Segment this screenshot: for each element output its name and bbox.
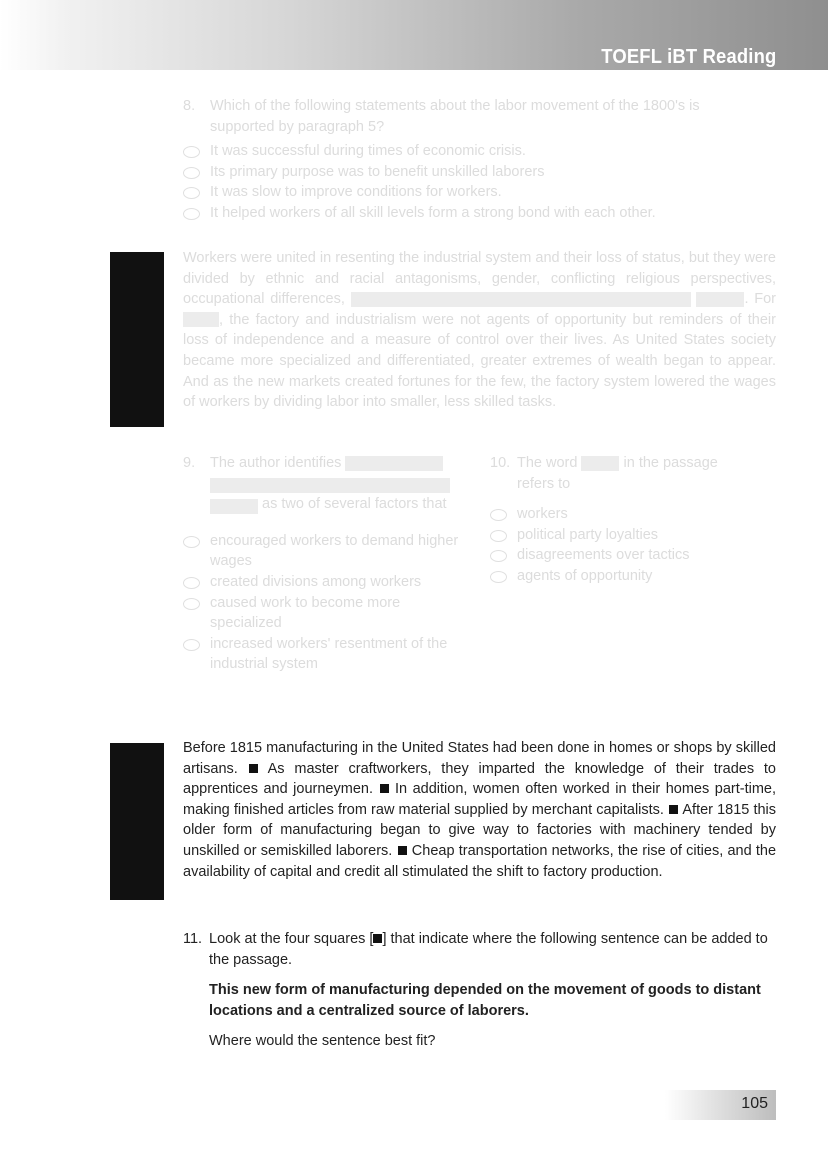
insert-square-icon[interactable] (249, 764, 258, 773)
page-number-bar (665, 1090, 776, 1120)
highlight-box (210, 499, 258, 514)
option-label: caused work to become more specialized (210, 594, 401, 632)
question-9-number: 9. (183, 455, 196, 471)
insert-square-icon[interactable] (669, 805, 678, 814)
question-10-stem (517, 453, 750, 494)
question-10-option[interactable] (490, 566, 750, 587)
option-label: It was successful during times of economic crisis. (210, 143, 526, 160)
passage-b-sentence-4: Cheap transportation networks, the rise of cities, and the availability of capital and credit all stimulated the shift to factory production. (183, 842, 777, 880)
question-11-stem-start: Look at the four squares [ (209, 931, 374, 947)
passage-a-text-2: . For (744, 291, 777, 308)
question-9-option[interactable] (183, 531, 473, 572)
question-10-stem-start: The word (517, 455, 578, 471)
radio-icon[interactable] (490, 550, 507, 562)
option-label: encouraged workers to demand higher wages (210, 532, 459, 570)
radio-icon[interactable] (490, 571, 507, 583)
passage-b-sentence-0: Before 1815 manufacturing in the United States had been done in homes or shops by skilled artisans. (183, 740, 776, 777)
passage-a-text-3: , the factory and industrialism were not agents of opportunity but reminders of their loss of independence and a measure of control over their lives. As United States society became more specialized and differentiated, greater extremes of wealth began to appear. And as the new markets created fortunes for the few, the factory system lowered the wages of workers by dividing labor into smaller, less skilled tasks. (183, 311, 776, 411)
highlight-box (351, 292, 691, 307)
header-bar (0, 0, 828, 70)
radio-icon[interactable] (183, 208, 200, 220)
question-8-stem: Which of the following statements about the labor movement of the 1800's is supported by paragraph 5? (210, 98, 700, 135)
question-11-stem-end: ] that indicate where the following sentence can be added to the passage. (209, 931, 768, 968)
highlight-box (581, 456, 619, 471)
radio-icon[interactable] (183, 167, 200, 179)
question-11 (183, 929, 783, 1052)
question-10-option[interactable] (490, 504, 750, 525)
question-9 (183, 453, 473, 675)
question-8-number: 8. (183, 98, 196, 114)
option-label: Its primary purpose was to benefit unskilled laborers (210, 163, 545, 180)
question-10-stem-end: in the passage refers to (517, 455, 718, 492)
question-10-option[interactable] (490, 545, 750, 566)
paragraph-marker-block (110, 252, 164, 427)
question-10 (490, 453, 750, 587)
option-label: workers (517, 506, 568, 523)
radio-icon[interactable] (183, 598, 200, 610)
question-9-stem-start: The author identifies (210, 455, 342, 471)
question-8-option[interactable] (183, 162, 763, 183)
highlight-box (183, 312, 219, 327)
question-9-option[interactable] (183, 634, 473, 675)
header-title: TOEFL iBT Reading (600, 46, 776, 68)
passage-b-sentence-3: After 1815 this older form of manufacturing began to give way to factories with machinery tended by unskilled or semiskilled laborers. (183, 801, 777, 859)
option-label: agents of opportunity (517, 567, 653, 584)
passage-paragraph-b (183, 738, 776, 882)
insert-square-icon[interactable] (380, 784, 389, 793)
question-8-option[interactable] (183, 203, 763, 224)
passage-b-sentence-2: In addition, women often worked in their homes part-time, making finished articles from raw material supplied by merchant capitalists. (183, 781, 776, 818)
page-number: 105 (741, 1095, 768, 1112)
option-label: political party loyalties (517, 526, 659, 543)
question-11-prompt: Where would the sentence best fit? (209, 1033, 436, 1050)
radio-icon[interactable] (183, 536, 200, 548)
question-10-number: 10. (490, 455, 511, 471)
question-9-stem (210, 453, 473, 515)
highlight-box (696, 292, 744, 307)
question-8-options (183, 141, 763, 223)
option-label: increased workers' resentment of the industrial system (210, 635, 448, 673)
passage-paragraph-a (183, 248, 776, 413)
option-label: disagreements over tactics (517, 547, 690, 564)
option-label: created divisions among workers (210, 573, 422, 590)
highlight-box (345, 456, 443, 471)
radio-icon[interactable] (490, 509, 507, 521)
radio-icon[interactable] (183, 577, 200, 589)
radio-icon[interactable] (183, 187, 200, 199)
question-10-option[interactable] (490, 525, 750, 546)
highlight-box (210, 478, 450, 493)
radio-icon[interactable] (183, 146, 200, 158)
passage-a-text-1: Workers were united in resenting the industrial system and their loss of status, but they were divided by ethnic and racial antagonisms, gender, conflicting religious perspectives, occupational differences, (183, 250, 776, 308)
paragraph-marker-block (110, 743, 164, 900)
option-label: It was slow to improve conditions for workers. (210, 184, 502, 201)
question-11-sentence: This new form of manufacturing depended on the movement of goods to distant locations and a centralized source of laborers. (209, 982, 761, 1019)
option-label: It helped workers of all skill levels form a strong bond with each other. (210, 204, 656, 221)
question-9-option[interactable] (183, 593, 473, 634)
insert-square-icon[interactable] (398, 846, 407, 855)
passage-b-sentence-1: As master craftworkers, they imparted the knowledge of their trades to apprentices and journeymen. (183, 760, 776, 798)
question-8-option[interactable] (183, 141, 763, 162)
question-8-option[interactable] (183, 182, 763, 203)
question-11-number: 11. (183, 931, 203, 947)
question-9-options (183, 531, 473, 675)
question-10-options (490, 504, 750, 586)
question-9-stem-end: as two of several factors that (262, 496, 447, 513)
question-8 (183, 96, 763, 224)
radio-icon[interactable] (183, 639, 200, 651)
question-11-stem (209, 929, 783, 970)
radio-icon[interactable] (490, 530, 507, 542)
question-9-option[interactable] (183, 572, 473, 593)
